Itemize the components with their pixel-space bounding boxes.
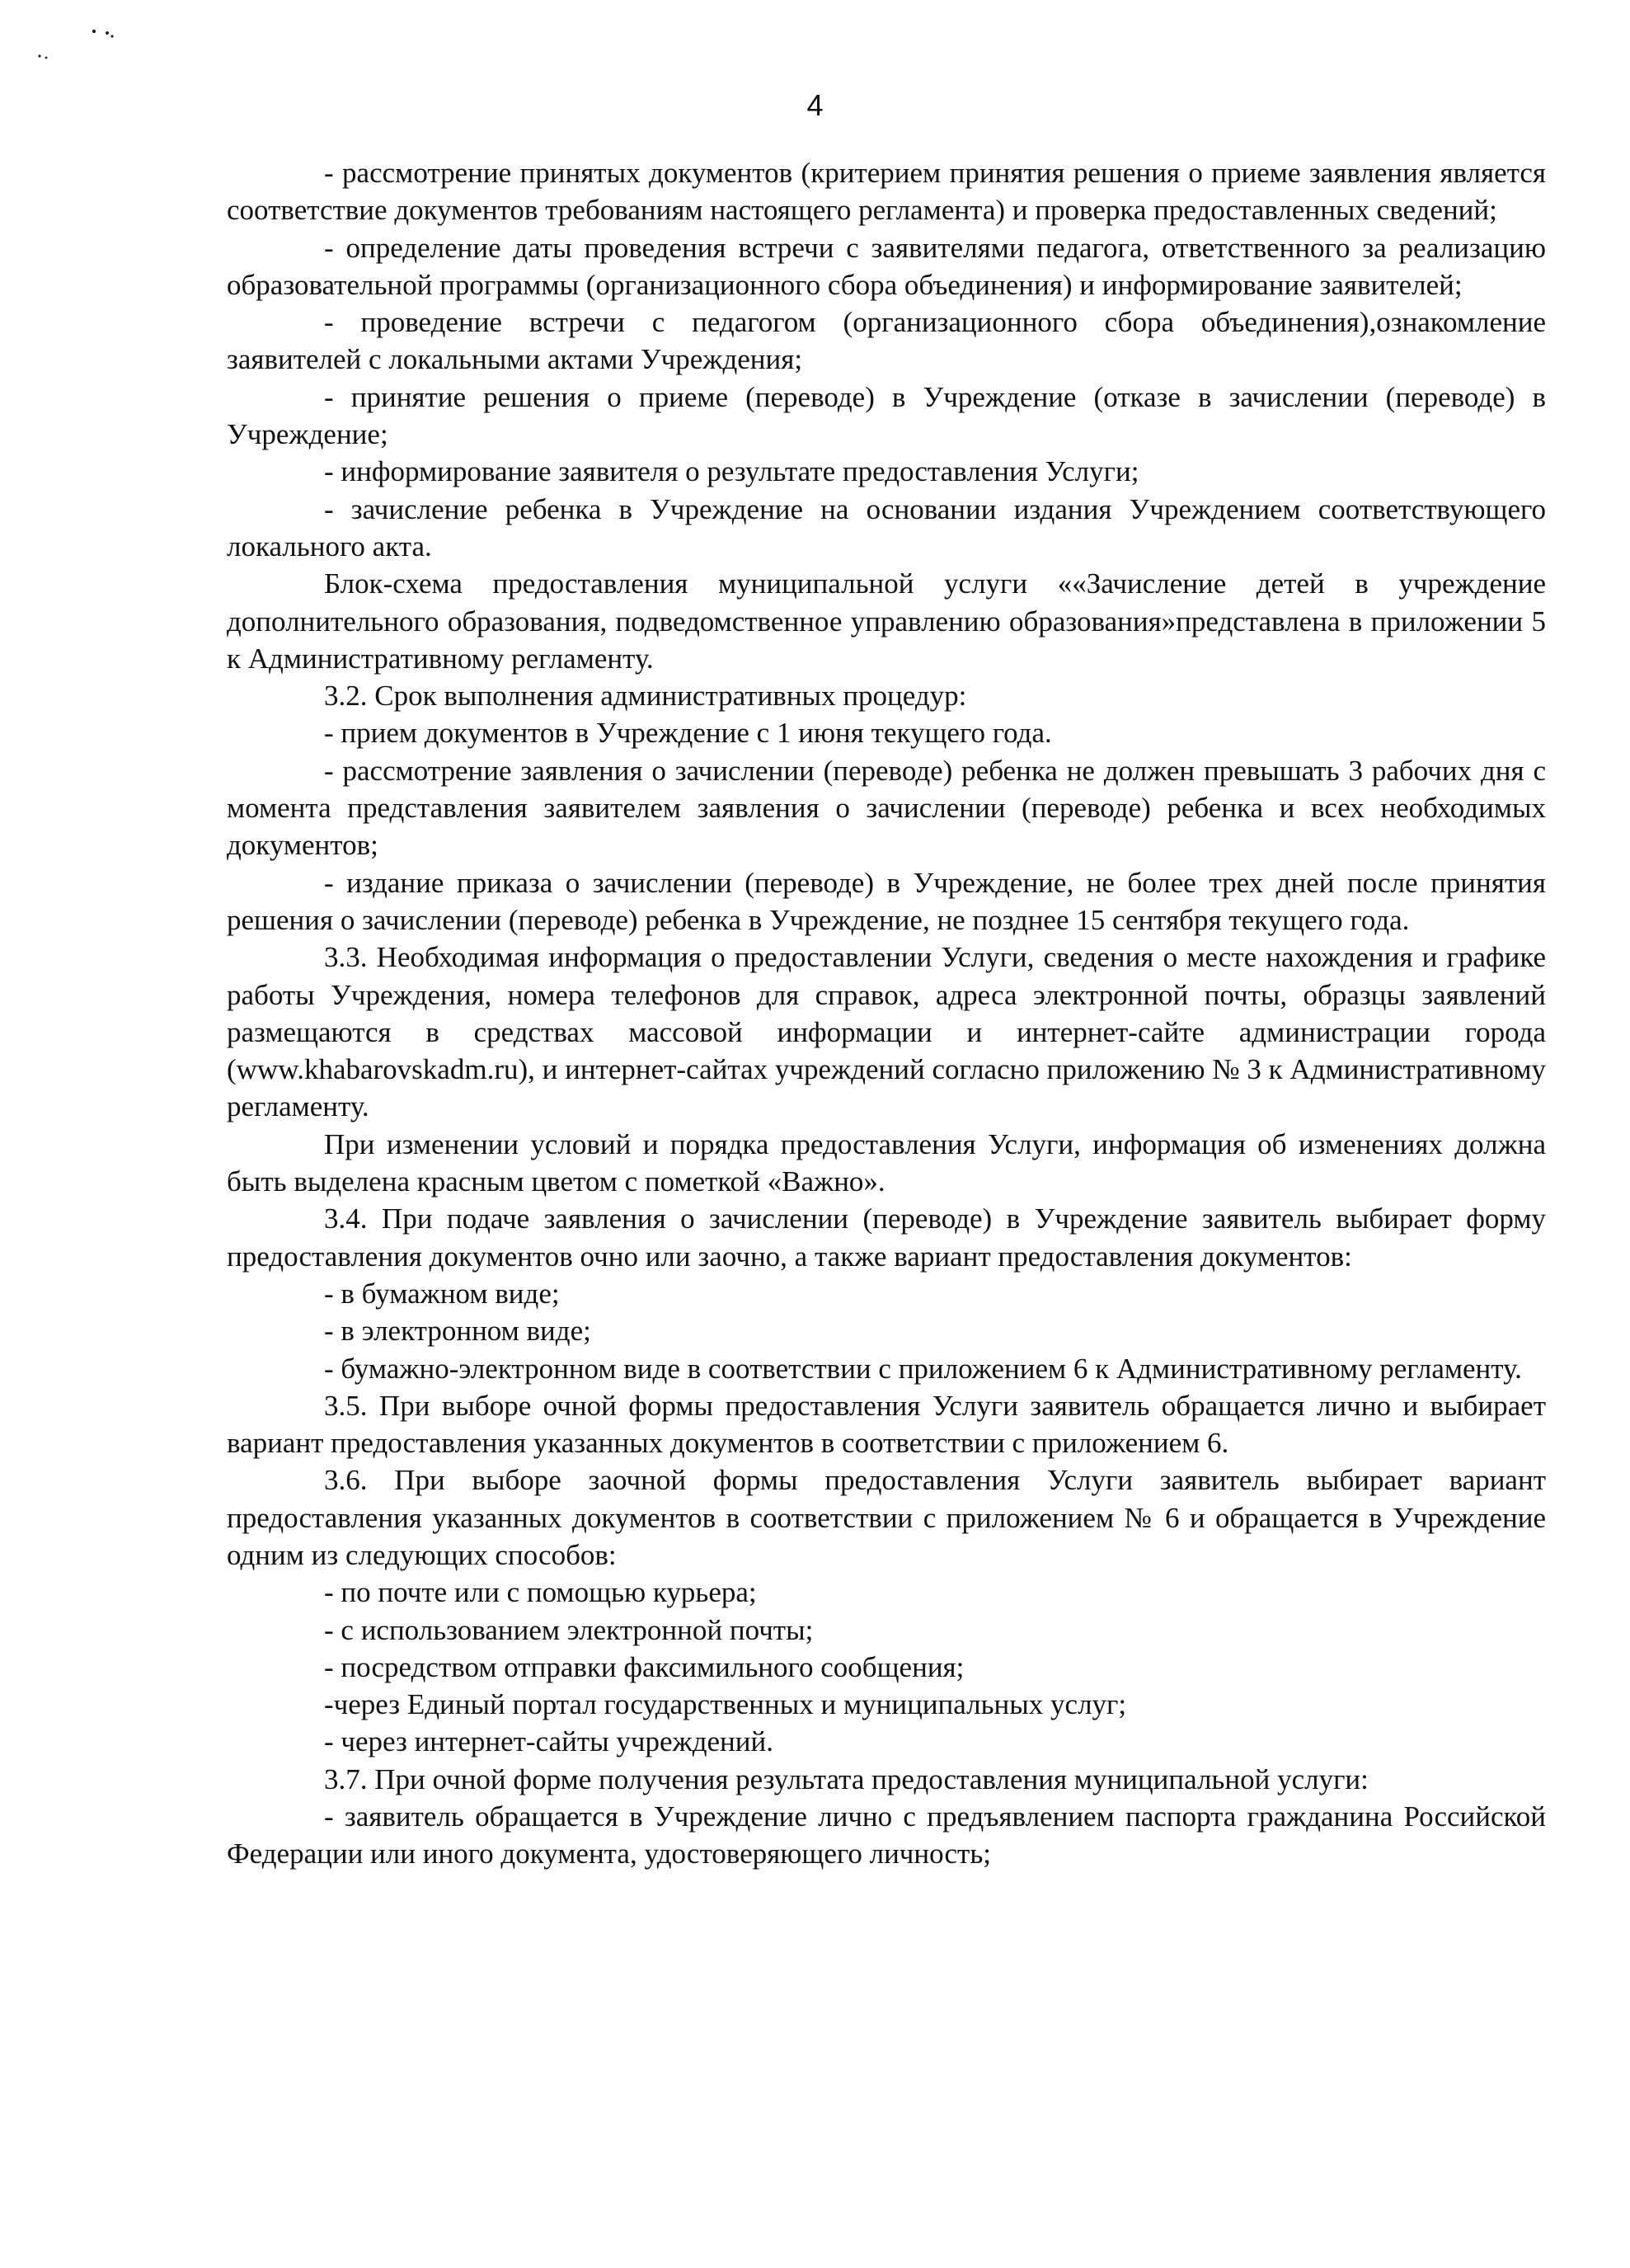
paragraph: Блок-схема предоставления муниципальной услуги ««Зачисление детей в учреждение дополнительного образования, подведомственное управлению образования»представлена в приложении 5 к Административному регламенту. xyxy=(227,567,1546,675)
paragraph: - по почте или с помощью курьера; xyxy=(324,1576,757,1609)
paragraph: При изменении условий и порядка предоставления Услуги, информация об изменениях должна быть выделена красным цветом с пометкой «Важно». xyxy=(227,1127,1546,1198)
paragraph: - издание приказа о зачислении (переводе) в Учреждение, не более трех дней после принятия решения о зачислении (переводе) ребенка в Учреждение, не позднее 15 сентября текущего года. xyxy=(227,866,1546,936)
paragraph: - информирование заявителя о результате предоставления Услуги; xyxy=(324,455,1139,488)
paragraph: - проведение встречи с педагогом (организационного сбора объединения),ознакомление заявителей с локальными актами Учреждения; xyxy=(227,306,1546,376)
paragraph: - с использованием электронной почты; xyxy=(324,1613,814,1646)
paragraph: 3.4. При подаче заявления о зачислении (переводе) в Учреждение заявитель выбирает форму предоставления документов очно или заочно, а также вариант предоставления документов: xyxy=(227,1202,1546,1273)
paragraph: - бумажно-электронном виде в соответствии с приложением 6 к Административному регламенту. xyxy=(324,1352,1522,1385)
paragraph: -через Единый портал государственных и муниципальных услуг; xyxy=(324,1688,1127,1721)
paragraph: 3.6. При выборе заочной формы предоставления Услуги заявитель выбирает вариант предоставления указанных документов в соответствии с приложением № 6 и обращается в Учреждение одним из следующих способов: xyxy=(227,1464,1546,1571)
scan-speck-marks xyxy=(15,16,130,66)
paragraph: - рассмотрение заявления о зачислении (переводе) ребенка не должен превышать 3 рабочих дня с момента представления заявителем заявления о зачислении (переводе) ребенка и всех необходимых документов; xyxy=(227,754,1546,862)
page-number: 4 xyxy=(806,88,824,122)
paragraph: - прием документов в Учреждение с 1 июня текущего года. xyxy=(324,717,1052,750)
paragraph: - определение даты проведения встречи с заявителями педагога, ответственного за реализацию образовательной программы (организационного сбора объединения) и информирование заявителей; xyxy=(227,231,1546,301)
paragraph: 3.3. Необходимая информация о предоставлении Услуги, сведения о месте нахождения и графике работы Учреждения, номера телефонов для справок, адреса электронной почты, образцы заявлений размещаются в средствах массовой информации и интернет-сайте администрации города (www.khabarovskadm.ru), и интернет-сайтах учреждений согласно приложению № 3 к Административному регламенту. xyxy=(227,941,1546,1123)
paragraph: 3.5. При выборе очной формы предоставления Услуги заявитель обращается лично и выбирает вариант предоставления указанных документов в соответствии с приложением 6. xyxy=(227,1389,1546,1460)
paragraph: - принятие решения о приеме (переводе) в Учреждение (отказе в зачислении (переводе) в Учреждение; xyxy=(227,380,1546,451)
paragraph: - через интернет-сайты учреждений. xyxy=(324,1725,773,1758)
document-body xyxy=(227,154,1546,1873)
paragraph: 3.7. При очной форме получения результата предоставления муниципальной услуги: xyxy=(324,1762,1369,1795)
paragraph: - посредством отправки факсимильного сообщения; xyxy=(324,1650,965,1683)
paragraph: - в бумажном виде; xyxy=(324,1277,560,1310)
paragraph: - в электронном виде; xyxy=(324,1315,591,1348)
paragraph: - рассмотрение принятых документов (критерием принятия решения о приеме заявления является соответствие документов требованиям настоящего регламента) и проверка предоставленных сведений; xyxy=(227,157,1546,227)
paragraph: - заявитель обращается в Учреждение лично с предъявлением паспорта гражданина Российской Федерации или иного документа, удостоверяющего личность; xyxy=(227,1800,1546,1870)
paragraph: 3.2. Срок выполнения административных процедур: xyxy=(324,680,967,713)
paragraph: - зачисление ребенка в Учреждение на основании издания Учреждением соответствующего локального акта. xyxy=(227,492,1546,562)
